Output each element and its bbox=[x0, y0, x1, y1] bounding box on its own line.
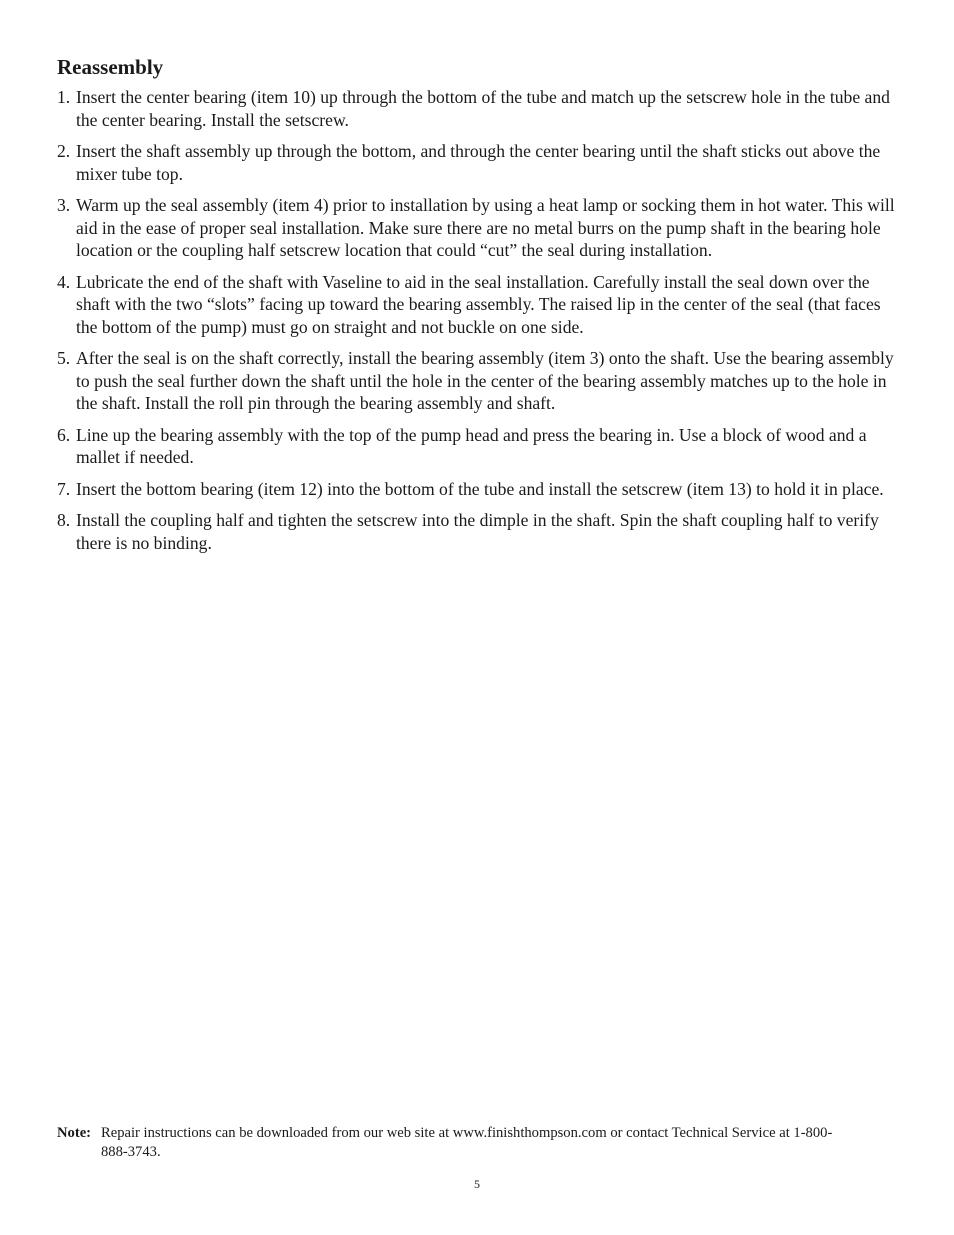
step-item-4 bbox=[57, 271, 897, 339]
step-item-1 bbox=[57, 86, 897, 131]
step-text: Insert the center bearing (item 10) up through the bottom of the tube and match up the setscrew hole in the tube and the center bearing. Install the setscrew. bbox=[76, 87, 890, 130]
footer-note bbox=[57, 1124, 857, 1162]
step-number: 8. bbox=[57, 510, 71, 530]
step-item-5 bbox=[57, 347, 897, 415]
step-number: 3. bbox=[57, 195, 71, 215]
step-text: Insert the bottom bearing (item 12) into the bottom of the tube and install the setscrew (item 13) to hold it in place. bbox=[76, 478, 884, 499]
step-number: 6. bbox=[57, 424, 71, 445]
page-number: 5 bbox=[474, 1177, 480, 1191]
step-number: 2. bbox=[57, 141, 71, 161]
step-item-6 bbox=[57, 424, 897, 469]
step-text: Warm up the seal assembly (item 4) prior to installation by using a heat lamp or socking them in hot water. This will aid in the ease of proper seal installation. Make sure there are no metal burrs on the pump shaft in the bearing hole location or the coupling half setscrew location that could “cut” the seal during installation. bbox=[76, 195, 895, 260]
step-number: 4. bbox=[57, 271, 71, 292]
reassembly-steps-list bbox=[57, 86, 897, 563]
step-text: Line up the bearing assembly with the top of the pump head and press the bearing in. Use a block of wood and a mallet if needed. bbox=[76, 424, 867, 467]
step-text: Install the coupling half and tighten the setscrew into the dimple in the shaft. Spin the shaft coupling half to verify there is no binding. bbox=[76, 510, 879, 553]
section-heading: Reassembly bbox=[57, 55, 164, 79]
step-item-8 bbox=[57, 509, 897, 554]
note-label: Note: bbox=[57, 1125, 92, 1141]
step-item-7 bbox=[57, 478, 897, 501]
step-text: Insert the shaft assembly up through the bottom, and through the center bearing until the shaft sticks out above the mixer tube top. bbox=[76, 141, 881, 184]
step-item-2 bbox=[57, 140, 897, 185]
step-number: 7. bbox=[57, 478, 71, 499]
step-number: 5. bbox=[57, 348, 71, 368]
step-text: After the seal is on the shaft correctly, install the bearing assembly (item 3) onto the shaft. Use the bearing assembly to push the seal further down the shaft until the hole in the center of the bearing assembly matches up to the hole in the shaft. Install the roll pin through the bearing assembly and shaft. bbox=[76, 348, 894, 413]
step-text: Lubricate the end of the shaft with Vaseline to aid in the seal installation. Carefully install the seal down over the shaft with the two “slots” facing up toward the bearing assembly. The raised lip in the center of the seal (that faces the bottom of the pump) must go on straight and not buckle on one side. bbox=[76, 271, 881, 337]
step-item-3 bbox=[57, 194, 897, 262]
note-text: Repair instructions can be downloaded from our web site at www.finishthompson.com or contact Technical Service at 1-800-888-3743. bbox=[101, 1125, 833, 1160]
step-number: 1. bbox=[57, 87, 71, 107]
